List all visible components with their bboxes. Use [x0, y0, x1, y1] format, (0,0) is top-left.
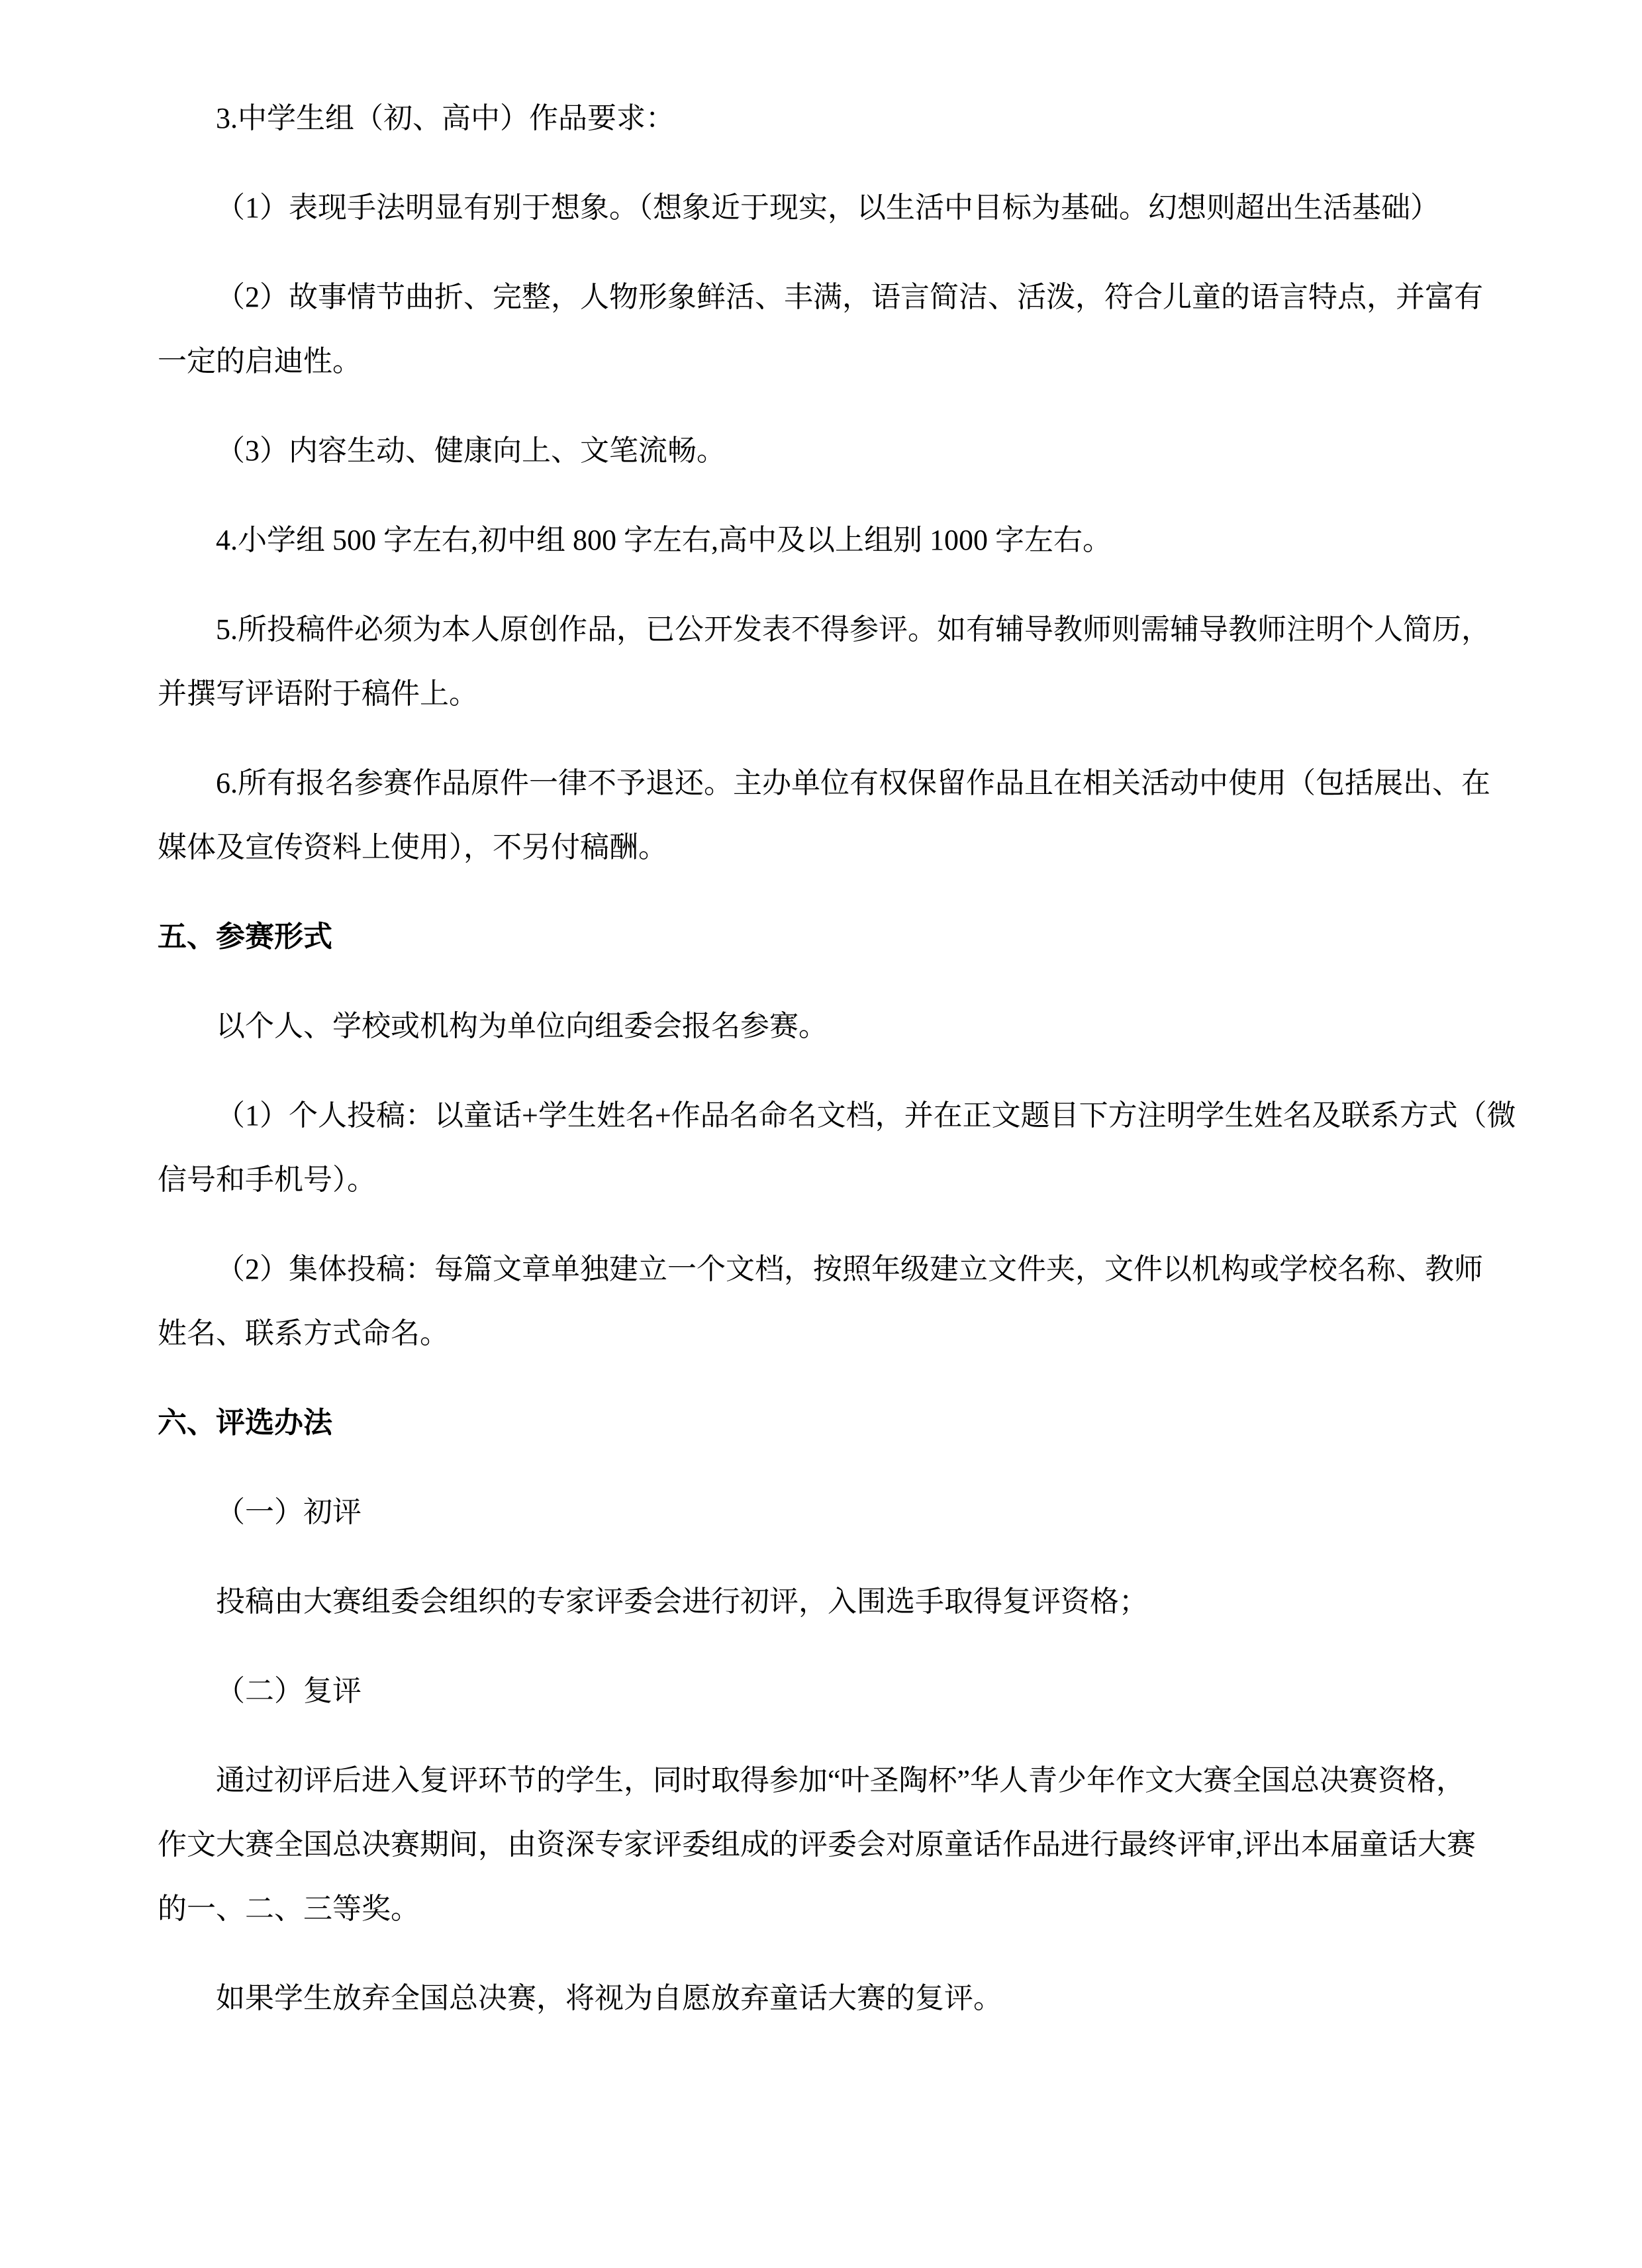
text-line: 如果学生放弃全国总决赛，将视为自愿放弃童话大赛的复评。 [216, 1982, 1002, 2014]
text-line: （1）个人投稿：以童话+学生姓名+作品名命名文档，并在正文题目下方注明学生姓名及联系方式（微 [216, 1099, 1516, 1132]
text-line: 并撰写评语附于稿件上。 [158, 677, 478, 710]
text-line: 投稿由大赛组委会组织的专家评委会进行初评，入围选手取得复评资格； [216, 1585, 1148, 1618]
text-line: 通过初评后进入复评环节的学生，同时取得参加“叶圣陶杯”华人青少年作文大赛全国总决赛资格， [216, 1764, 1466, 1797]
text-line: （1）表现手法明显有别于想象。（想象近于现实，以生活中目标为基础。幻想则超出生活基础） [216, 191, 1439, 224]
text-line: 姓名、联系方式命名。 [158, 1317, 449, 1350]
text-line: （2）故事情节曲折、完整，人物形象鲜活、丰满，语言简洁、活泼，符合儿童的语言特点，并富有 [216, 281, 1483, 313]
paragraph [158, 751, 1498, 879]
paragraph [158, 1659, 1498, 1723]
text-line: （2）集体投稿：每篇文章单独建立一个文档，按照年级建立文件夹，文件以机构或学校名称、教师 [216, 1253, 1483, 1285]
paragraph [158, 1748, 1498, 1941]
paragraph [158, 175, 1498, 240]
text-line: 的一、二、三等奖。 [158, 1893, 420, 1925]
paragraph [158, 508, 1498, 572]
text-line: 六、评选办法 [158, 1406, 332, 1439]
text-line: 5.所投稿件必须为本人原创作品，已公开发表不得参评。如有辅导教师则需辅导教师注明个人简历， [216, 613, 1490, 646]
text-line: （3）内容生动、健康向上、文笔流畅。 [216, 434, 726, 467]
paragraph [158, 1569, 1498, 1634]
section-heading [158, 905, 1498, 969]
text-line: （二）复评 [216, 1675, 362, 1707]
text-line: 作文大赛全国总决赛期间，由资深专家评委组成的评委会对原童话作品进行最终评审,评出本届童话大赛 [158, 1828, 1476, 1861]
paragraph [158, 1083, 1516, 1212]
paragraph [158, 419, 1498, 483]
document-content [158, 86, 1516, 2030]
text-line: 信号和手机号）。 [158, 1163, 376, 1196]
text-line: 以个人、学校或机构为单位向组委会报名参赛。 [216, 1010, 828, 1042]
paragraph [158, 1966, 1498, 2030]
text-line: 一定的启迪性。 [158, 345, 362, 377]
paragraph [158, 1480, 1498, 1544]
text-line: （一）初评 [216, 1496, 362, 1528]
text-line: 媒体及宣传资料上使用），不另付稿酬。 [158, 831, 667, 863]
paragraph [158, 1237, 1498, 1365]
paragraph [158, 86, 1498, 150]
text-line: 3.中学生组（初、高中）作品要求： [216, 102, 675, 134]
paragraph [158, 994, 1498, 1058]
paragraph [158, 597, 1498, 726]
section-heading [158, 1391, 1498, 1455]
text-line: 五、参赛形式 [158, 920, 332, 953]
text-line: 6.所有报名参赛作品原件一律不予退还。主办单位有权保留作品且在相关活动中使用（包括展出、在 [216, 767, 1490, 799]
text-line: 4.小学组 500 字左右,初中组 800 字左右,高中及以上组别 1000 字左右。 [216, 524, 1112, 556]
paragraph [158, 265, 1498, 393]
